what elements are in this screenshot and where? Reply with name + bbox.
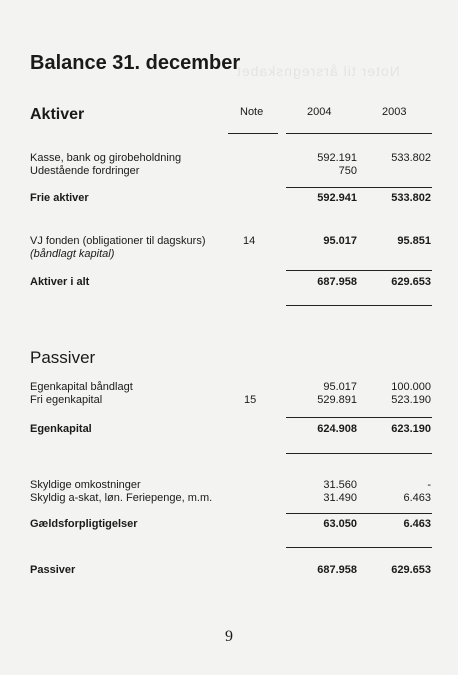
- row-value-2003: 100.000: [391, 381, 431, 393]
- row-label: VJ fonden (obligationer til dagskurs): [30, 235, 206, 247]
- subtotal-value-2004: 592.941: [317, 192, 357, 204]
- total-value-2003: 629.653: [391, 276, 431, 288]
- row-note: 14: [243, 235, 256, 247]
- subtotal-value-2003: 623.190: [391, 423, 431, 435]
- subtotal-rule: [286, 187, 432, 188]
- row-label: Kasse, bank og girobeholdning: [30, 152, 182, 164]
- total-value-2004: 687.958: [317, 564, 357, 576]
- row-value-2004: 31.560: [323, 479, 357, 491]
- subtotal-value-2004: 624.908: [317, 423, 357, 435]
- row-value-2003: 6.463: [403, 492, 431, 504]
- row-value-2003: -: [427, 479, 431, 491]
- header-rule-note: [228, 133, 278, 134]
- total-label-passiver: Passiver: [30, 564, 76, 576]
- subtotal-rule: [286, 513, 432, 514]
- subtotal-value-2003: 533.802: [391, 192, 431, 204]
- subtotal-label-frie: Frie aktiver: [30, 192, 89, 204]
- subtotal-rule: [286, 417, 432, 418]
- row-label: Egenkapital båndlagt: [30, 381, 133, 393]
- row-value-2004: 750: [338, 165, 357, 177]
- row-label: Skyldig a-skat, løn. Feriepenge, m.m.: [30, 492, 213, 504]
- column-header-2003: 2003: [382, 106, 407, 118]
- row-value-2003: 533.802: [391, 152, 431, 164]
- subtotal-value-2004: 63.050: [323, 518, 357, 530]
- row-sublabel: (båndlagt kapital): [30, 248, 115, 260]
- bleed-through-text: Noter til årsregnskabet: [236, 63, 400, 79]
- page-title: Balance 31. december: [30, 52, 241, 74]
- row-value-2003: 523.190: [391, 394, 431, 406]
- row-value-2004: 95.017: [323, 235, 357, 247]
- row-value-2004: 592.191: [317, 152, 357, 164]
- total-value-2004: 687.958: [317, 276, 357, 288]
- subtotal-underline: [286, 547, 432, 548]
- row-value-2004: 31.490: [323, 492, 357, 504]
- section-heading-aktiver: Aktiver: [30, 106, 85, 123]
- subtotal-label-egenkapital: Egenkapital: [30, 423, 92, 435]
- subtotal-underline: [286, 453, 432, 454]
- row-label: Udestående fordringer: [30, 165, 140, 177]
- column-header-2004: 2004: [307, 106, 332, 118]
- total-label-aktiver: Aktiver i alt: [30, 276, 90, 288]
- row-value-2004: 529.891: [317, 394, 357, 406]
- row-label: Skyldige omkostninger: [30, 479, 141, 491]
- row-note: 15: [244, 394, 257, 406]
- subtotal-value-2003: 6.463: [403, 518, 431, 530]
- page-number: 9: [225, 628, 233, 645]
- section-heading-passiver: Passiver: [30, 348, 96, 367]
- total-value-2003: 629.653: [391, 564, 431, 576]
- row-value-2004: 95.017: [323, 381, 357, 393]
- subtotal-label-gaeld: Gældsforpligtigelser: [30, 518, 138, 530]
- total-underline: [286, 305, 432, 306]
- column-header-note: Note: [240, 106, 264, 118]
- row-label: Fri egenkapital: [30, 394, 103, 406]
- row-value-2003: 95.851: [397, 235, 431, 247]
- header-rule-years: [286, 133, 432, 134]
- total-rule: [286, 270, 432, 271]
